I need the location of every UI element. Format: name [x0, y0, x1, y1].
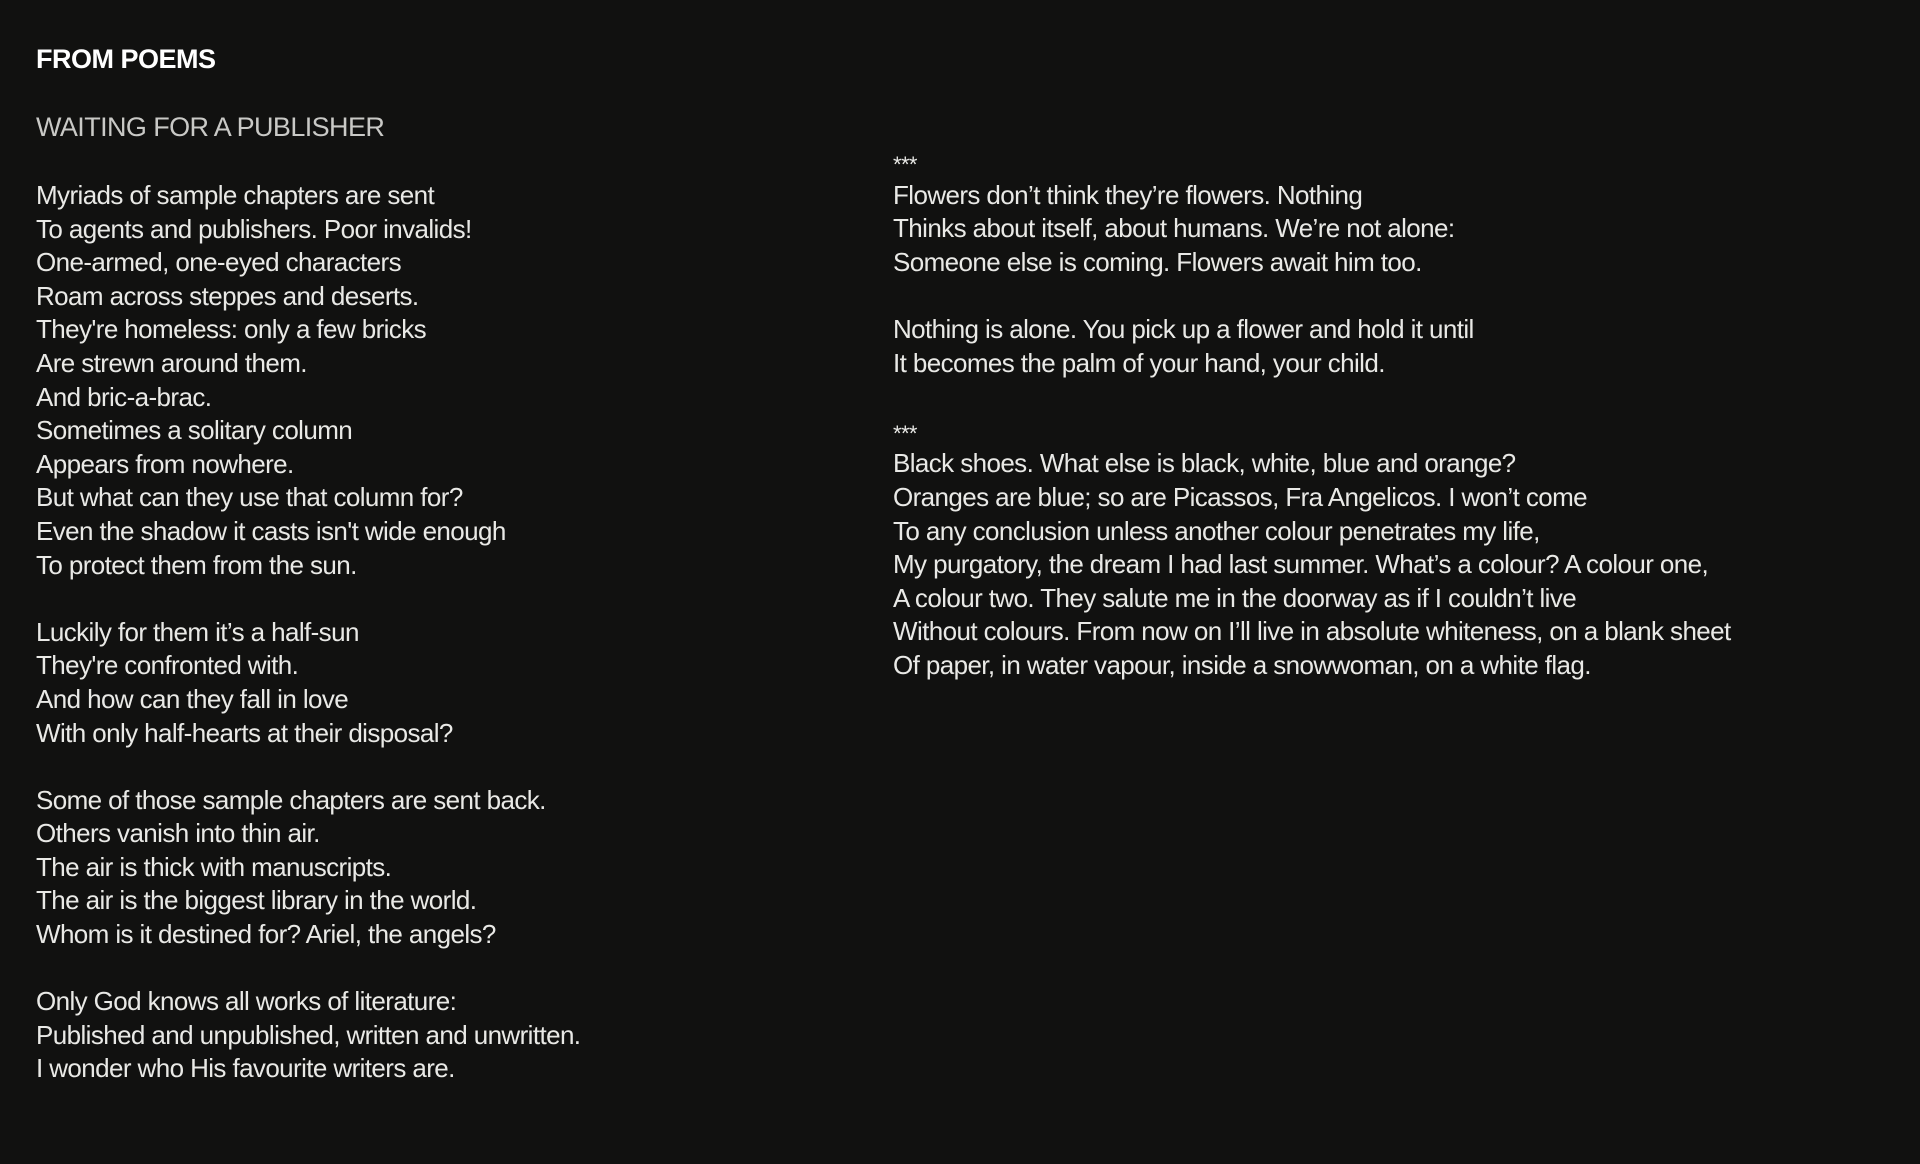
stanza-break [36, 750, 580, 784]
poem-title: WAITING FOR A PUBLISHER [36, 112, 385, 142]
poem-line: Whom is it destined for? Ariel, the angels? [36, 919, 496, 950]
poem-line: And bric-a-brac. [36, 381, 212, 412]
poem-line: I wonder who His favourite writers are. [36, 1053, 455, 1084]
poem-line: Sometimes a solitary column [36, 415, 353, 446]
poem-waiting-for-a-publisher [36, 179, 580, 1086]
poem-line: Someone else is coming. Flowers await him too. [893, 246, 1422, 277]
poem-line: Roam across steppes and deserts. [36, 280, 419, 311]
poem-line: Without colours. From now on I’ll live in absolute whiteness, on a blank sheet [893, 616, 1731, 647]
section-divider: *** [893, 152, 917, 177]
poem-line: They're confronted with. [36, 650, 299, 681]
poem-line: To protect them from the sun. [36, 549, 357, 580]
poem-line: Black shoes. What else is black, white, blue and orange? [893, 448, 1516, 479]
poem-line: The air is thick with manuscripts. [36, 851, 392, 882]
poem-line: Nothing is alone. You pick up a flower and hold it until [893, 313, 1474, 344]
poem-line: My purgatory, the dream I had last summer. What’s a colour? A colour one, [893, 549, 1709, 580]
poem-line: With only half-hearts at their disposal? [36, 717, 453, 748]
poem-line: Oranges are blue; so are Picassos, Fra Angelicos. I won’t come [893, 481, 1588, 512]
poem-line: Published and unpublished, written and unwritten. [36, 1019, 581, 1050]
poem-line: Even the shadow it casts isn't wide enough [36, 515, 506, 546]
page-title: FROM POEMS [36, 44, 216, 74]
stanza-break [36, 582, 580, 616]
poem-line: The air is the biggest library in the world. [36, 885, 477, 916]
poem-line: To any conclusion unless another colour penetrates my life, [893, 515, 1540, 546]
poem-line: Luckily for them it’s a half-sun [36, 616, 359, 647]
poem-line: Myriads of sample chapters are sent [36, 180, 435, 210]
poem-line: They're homeless: only a few bricks [36, 314, 427, 345]
poem-line: Others vanish into thin air. [36, 818, 320, 849]
stanza-break [893, 380, 1731, 414]
poem-line: And how can they fall in love [36, 683, 349, 714]
poem-line: Flowers don’t think they’re flowers. Nothing [893, 179, 1363, 210]
poem-line: Appears from nowhere. [36, 448, 294, 479]
poem-line: But what can they use that column for? [36, 482, 463, 513]
poem-line: Only God knows all works of literature: [36, 986, 457, 1017]
poem-line: Some of those sample chapters are sent back. [36, 784, 546, 815]
poem-line: It becomes the palm of your hand, your child. [893, 347, 1385, 378]
section-divider: *** [893, 420, 917, 446]
poem-line: Of paper, in water vapour, inside a snowwoman, on a white flag. [893, 649, 1591, 680]
poem-line: To agents and publishers. Poor invalids! [36, 213, 472, 244]
stanza-break [36, 952, 580, 986]
stanza-break [893, 279, 1731, 313]
poem-flowers-and-colours [893, 145, 1731, 683]
poem-line: Thinks about itself, about humans. We’re not alone: [893, 213, 1455, 244]
poem-line: Are strewn around them. [36, 347, 307, 378]
poem-line: A colour two. They salute me in the doorway as if I couldn’t live [893, 582, 1577, 613]
poem-line: One-armed, one-eyed characters [36, 247, 401, 278]
